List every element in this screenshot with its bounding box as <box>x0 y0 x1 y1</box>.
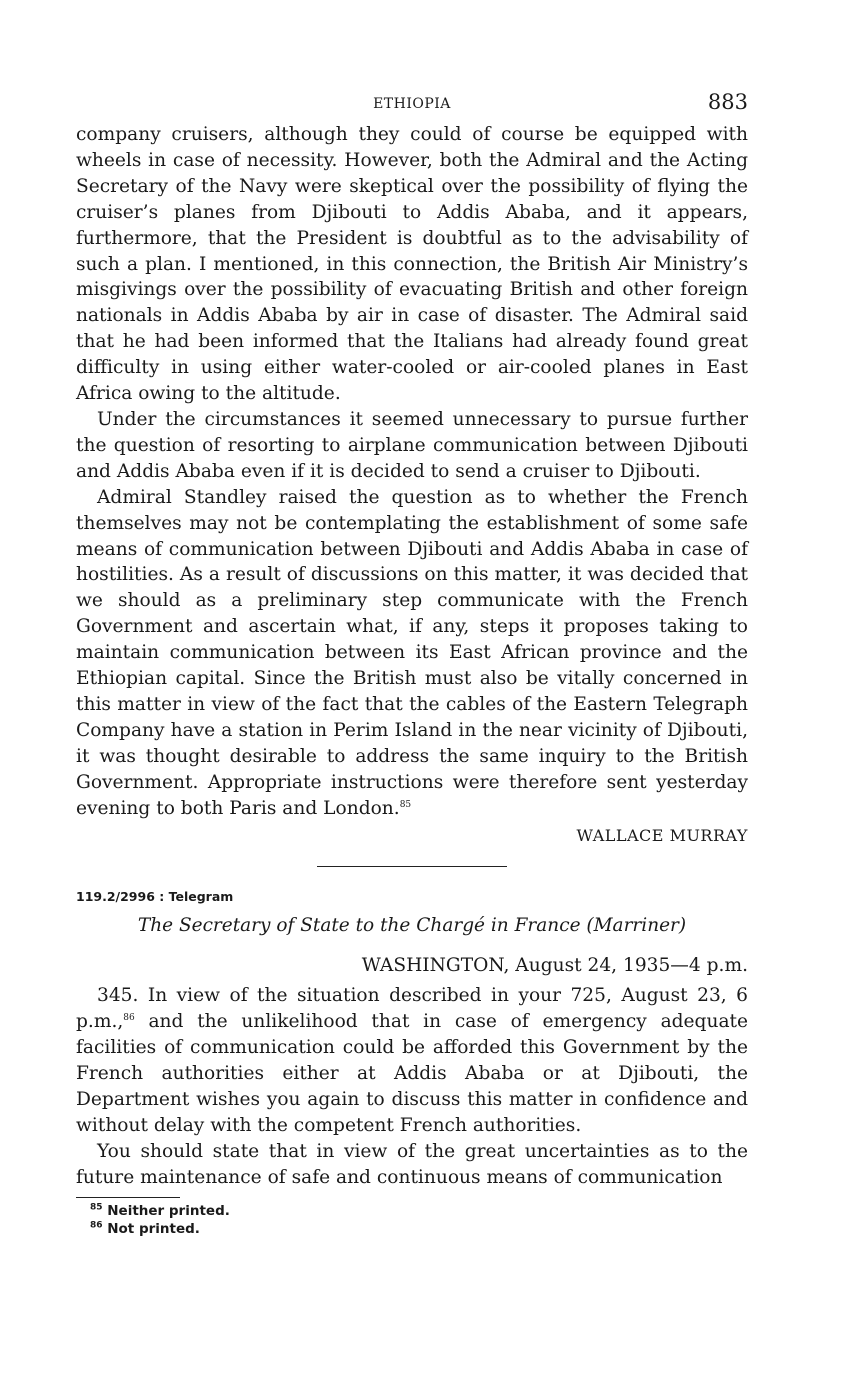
telegram-paragraph-1-end: and the unlikelihood that in case of emergency adequate facilities of communication could be afforded this Government by the French authorities either at Addis Ababa or at Djibouti, the Department wishes you again to discuss this matter in confidence and without delay with the competent French authorities. <box>76 1011 748 1136</box>
footnote-86-text: Not printed. <box>107 1220 200 1237</box>
footnote-mark-85: 85 <box>90 1202 103 1213</box>
file-reference: 119.2/2996 : Telegram <box>76 889 234 905</box>
page <box>76 88 748 1238</box>
footnote-86 <box>90 1220 748 1238</box>
footnote-ref-86: 86 <box>123 1013 135 1024</box>
telegram-paragraph-1 <box>76 983 748 1138</box>
footnote-ref-85: 85 <box>399 799 412 810</box>
running-head <box>76 88 748 122</box>
signature: WALLACE MURRAY <box>576 826 748 846</box>
telegram-paragraph-2: You should state that in view of the great uncertainties as to the future maintenance of safe and continuous means of communication <box>76 1140 748 1188</box>
footnotes <box>76 1202 748 1238</box>
footnote-85-text: Neither printed. <box>107 1202 230 1219</box>
paragraph-3 <box>76 485 748 822</box>
section-divider <box>317 866 507 867</box>
footnote-divider <box>76 1197 180 1198</box>
document-title: The Secretary of State to the Chargé in France (Marriner) <box>137 915 687 937</box>
paragraph-3-text: Admiral Standley raised the question as to whether the French themselves may not be contemplating the establishment of some safe means of communication between Djibouti and Addis Ababa in case of hostilities. As a result of discussions on this matter, it was decided that we should as a preliminary step communicate with the French Government and ascertain what, if any, steps it proposes taking to maintain communication between its East African province and the Ethiopian capital. Since the British must also be vitally concerned in this matter in view of the fact that the cables of the Eastern Telegraph Company have a station in Perim Island in the near vicinity of Djibouti, it was thought desirable to address the same inquiry to the British Government. Appropriate instructions were therefore sent yesterday evening to both Paris and London. <box>76 486 748 819</box>
paragraph-2: Under the circumstances it seemed unnecessary to pursue further the question of resorting to airplane communication between Djibouti and Addis Ababa even if it is decided to send a cruiser to Djibouti. <box>76 408 748 482</box>
running-title: ETHIOPIA <box>373 96 451 112</box>
page-number: 883 <box>707 90 748 114</box>
dateline: WASHINGTON, August 24, 1935—4 p.m. <box>361 955 748 977</box>
footnote-mark-86: 86 <box>90 1220 103 1231</box>
footnote-85 <box>90 1202 748 1220</box>
paragraph-1: company cruisers, although they could of course be equipped with wheels in case of necessity. However, both the Admiral and the Acting Secretary of the Navy were skeptical over the possibility of flying the cruiser’s planes from Djibouti to Addis Ababa, and it appears, furthermore, that the President is doubtful as to the advisability of such a plan. I mentioned, in this connection, the British Air Ministry’s misgivings over the possibility of evacuating British and other foreign nationals in Addis Ababa by air in case of disaster. The Admiral said that he had been informed that the Italians had already found great difficulty in using either water-cooled or air-cooled planes in East Africa owing to the altitude. <box>76 124 748 405</box>
telegram-paragraph-1-start: 345. In view of the situation described in your 725, August 23, 6 p.m., <box>76 985 748 1033</box>
